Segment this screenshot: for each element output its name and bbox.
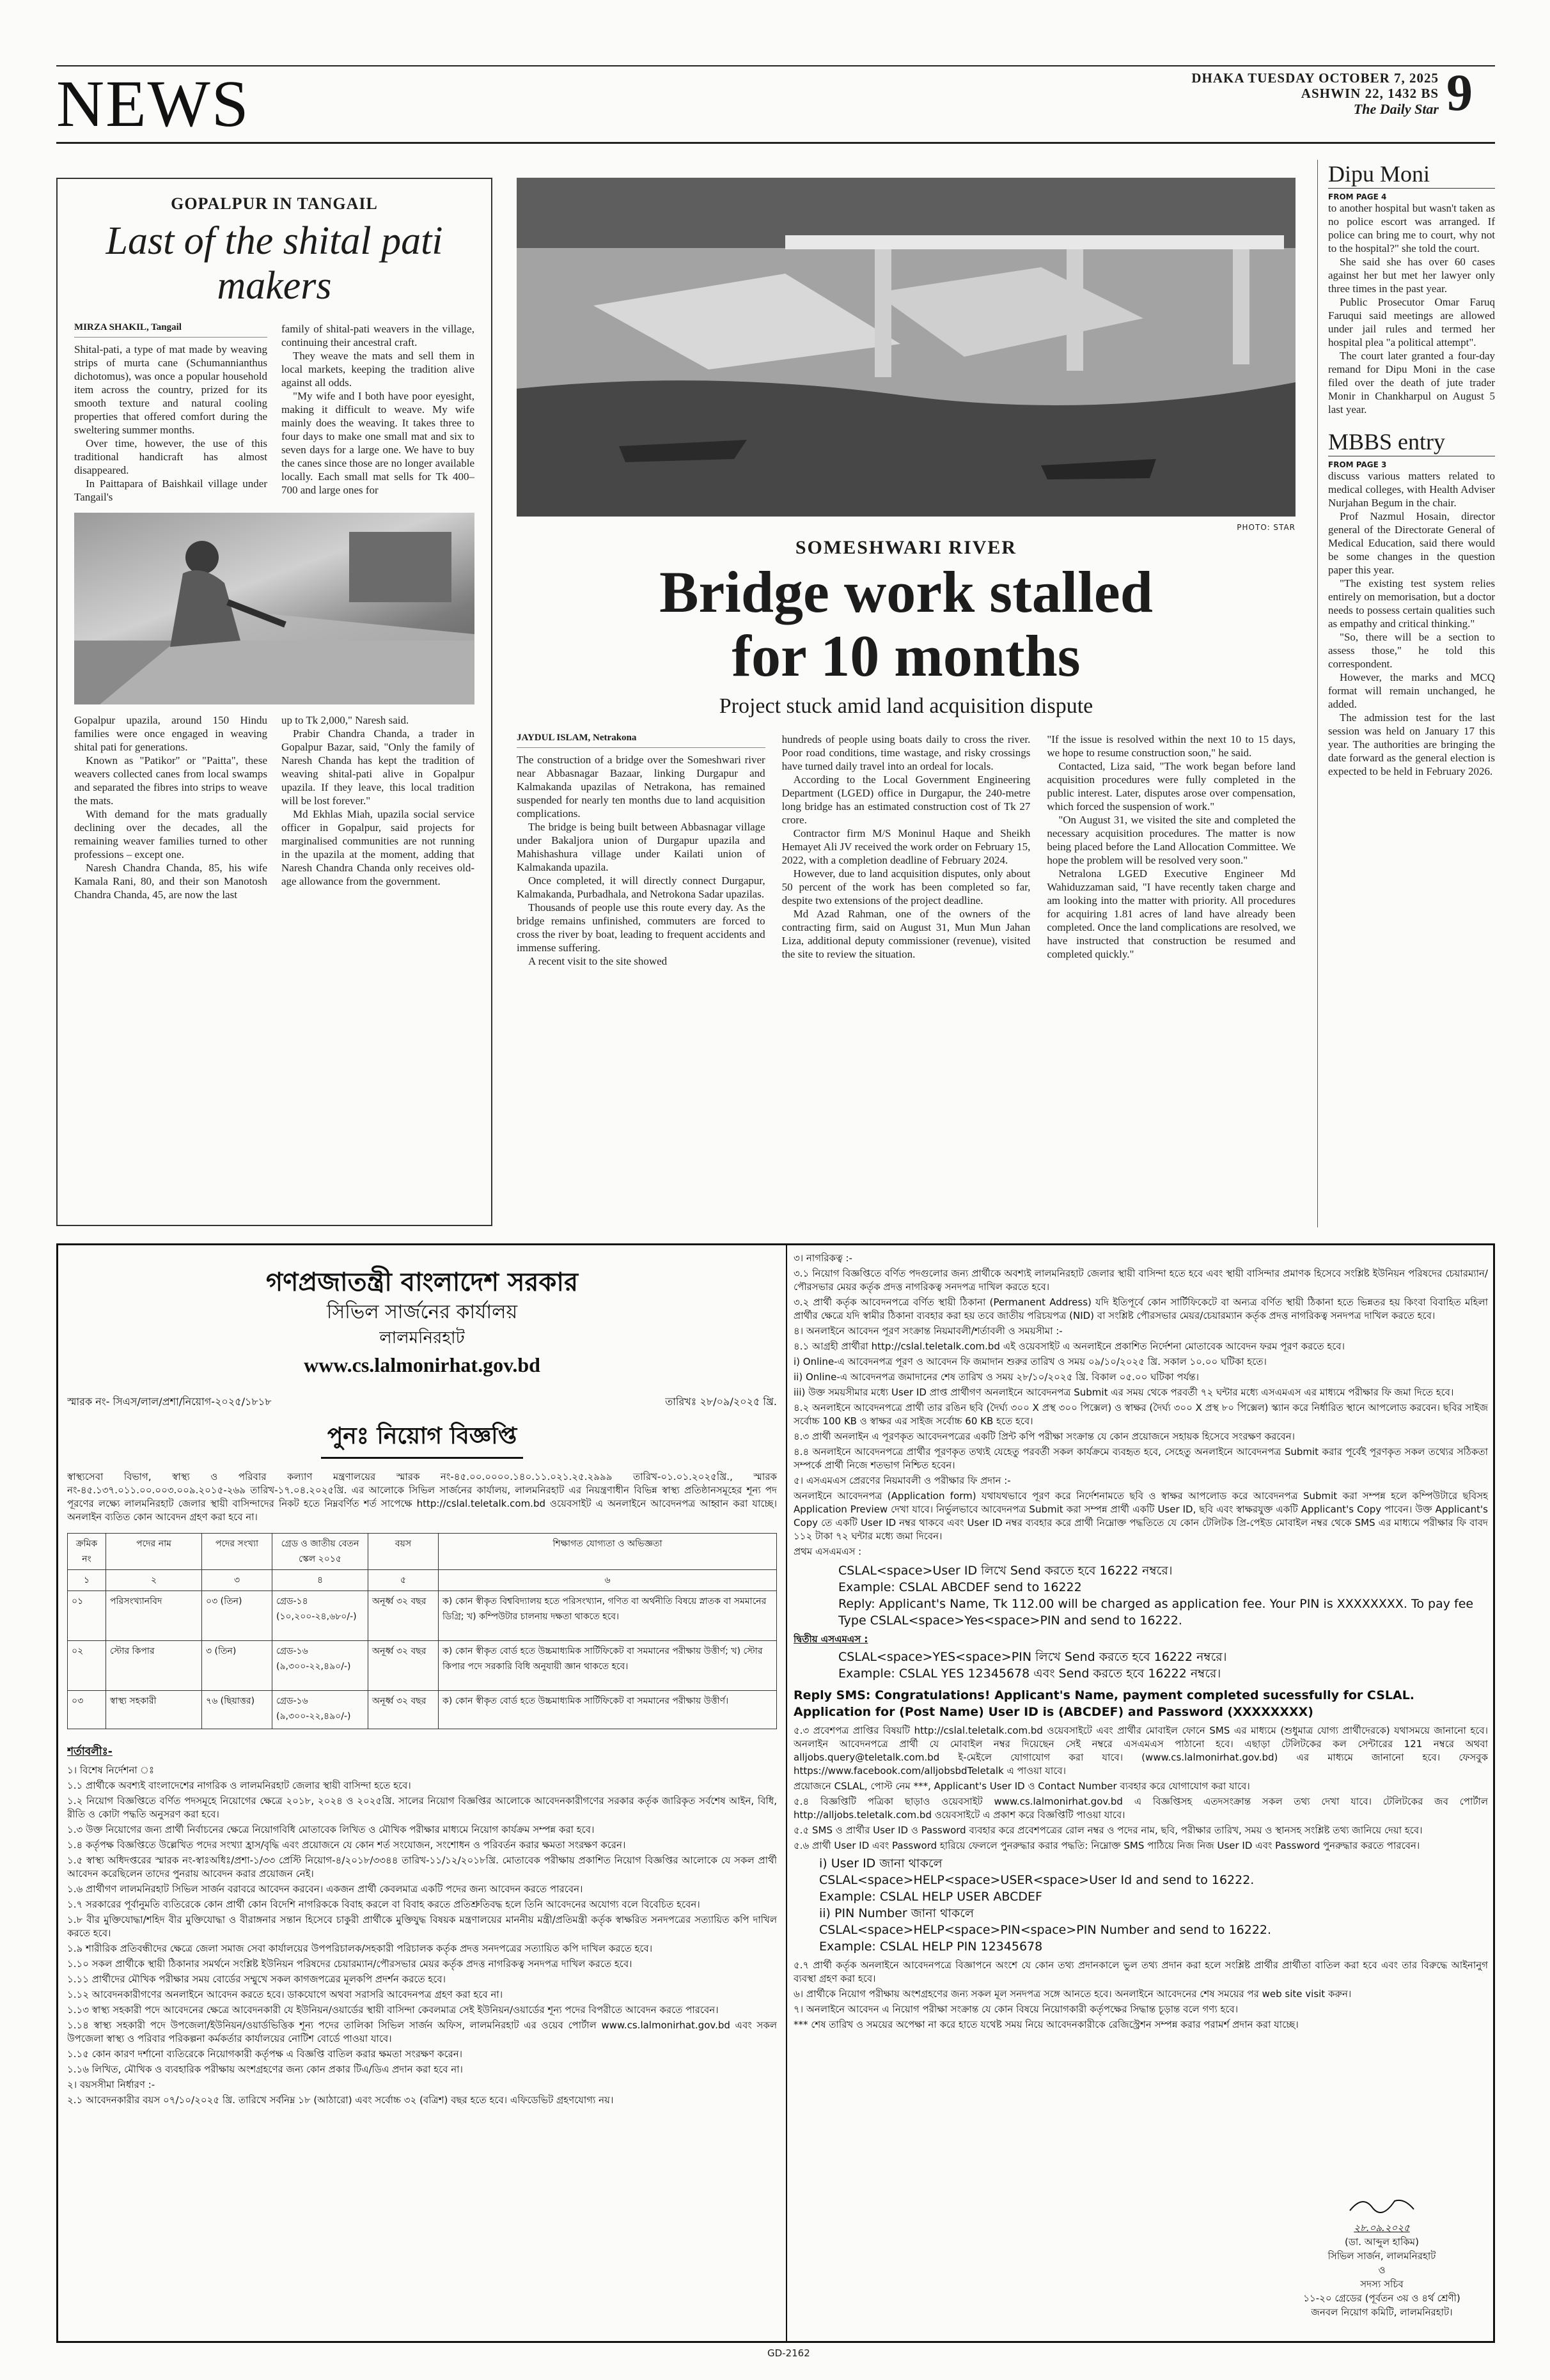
ad-line: ৪.২ অনলাইনে আবেদনপত্রে প্রার্থী তার রঙিন ছবি (দৈর্ঘ্য ৩০০ X প্রস্থ ৩০০ পিক্সেল) ও স্বাক্ষর (দৈর্ঘ্য ৩০০ X প্রস্থ ৮০ পিক্সেল) স্ক্যান করে নির্ধারিত স্থানে আপলোড করবেন। ছবির সাইজ সর্বোচ্চ 100 KB ও স্বাক্ষর এর সাইজ সর্বোচ্চ 60 KB হতে হবে। [794,1402,1488,1427]
ad-line: ১.৮ বীর মুক্তিযোদ্ধা/শহিদ বীর মুক্তিযোদ্ধা ও বীরাঙ্গনার সন্তান হিসেবে চাকুরী প্রার্থীকে মুক্তিযুদ্ধ বিষয়ক মন্ত্রণালয়ের মাননীয় মন্ত্রী/প্রতিমন্ত্রী কর্তৃক স্বাক্ষরিত সনদপত্রের সত্যায়িত কপি দাখিল করতে হবে। [67,1914,777,1939]
story2-col1-text [517,753,765,968]
recruitment-advertisement [56,1243,1495,2343]
paragraph: "My wife and I both have poor eyesight, making it difficult to weave. My wife mainly does the weaving. It takes three to four days to make one small mat and six to seven days for a large one. We have to buy the canes since those are no longer available locally. Each small mat sells for Tk 400–700 and large ones for [281,390,474,496]
ad-line: ৩.১ নিয়োগ বিজ্ঞপ্তিতে বর্ণিত পদগুলোর জন্য প্রার্থীকে অবশ্যই লালমনিরহাট জেলার স্থায়ী বাসিন্দা হতে হবে এবং স্থায়ী বাসিন্দার প্রমাণক হিসেবে সংশ্লিষ্ট ইউনিয়ন পরিষদের চেয়ারম্যান/পৌরসভার মেয়র কর্তৃক প্রদত্ত নাগরিকত্ব সনদপত্র দাখিল করতে হবে। [794,1268,1488,1293]
story2-headline-1: Bridge work stalled [659,559,1153,625]
dateline: DHAKA TUESDAY OCTOBER 7, 2025 [1191,70,1439,86]
paragraph: The admission test for the last session was held on January 17 this year. The authorities are bringing the date forward as the general election is expected to be held in February 2026. [1328,712,1495,777]
ad-government: গণপ্রজাতন্ত্রী বাংলাদেশ সরকার [266,1268,578,1297]
story-shital-pati [56,178,492,1226]
ad-line: Example: CSLAL ABCDEF send to 16222 [838,1580,1082,1594]
paragraph: "The existing test system relies entirely on memorisation, but a doctor needs to possess certain qualities such as empathy and critical thinking." [1328,577,1495,630]
ad-divider [786,1245,787,2343]
table-cell: ৭৬ (ছিয়াত্তর) [202,1691,272,1729]
ad-title: পুনঃ নিয়োগ বিজ্ঞপ্তি [321,1419,523,1459]
paragraph: A recent visit to the site showed [528,955,668,967]
table-cell: ক) কোন স্বীকৃত বোর্ড হতে উচ্চমাধ্যমিক সার্টিফিকেট বা সমমানের পরীক্ষায় উত্তীর্ণ; খ) স্টোর কিপার পদে সরকারি বিধি অনুযায়ী জ্ঞান থাকতে হবে। [439,1641,777,1691]
masthead-top-rule [56,65,1495,66]
second-sms-heading: দ্বিতীয় এসএমএস : [794,1633,868,1645]
ad-line: *** শেষ তারিখ ও সময়ের অপেক্ষা না করে হাতে যথেষ্ট সময় নিয়ে আবেদনকারীকে রেজিস্ট্রেশন সম্পন্ন করার পরামর্শ প্রদান করা যাচ্ছে। [794,2019,1299,2030]
page-number: 9 [1446,63,1473,121]
ad-line: অনলাইনে আবেদনপত্র (Application form) যথাযথভাবে পূরণ করে নির্দেশনামতে ছবি ও স্বাক্ষর আপলোড করে আবেদনপত্র Submit করা সম্পন্ন হলে কম্পিউটারে ছবিসহ Application Preview দেখা যাবে। নির্ভুলভাবে আবেদনপত্র Submit করা সম্পন্ন প্রার্থী একটি User ID, ছবি এবং স্বাক্ষরযুক্ত একটি Applicant's Copy পাবেন। উক্ত Applicant's Copy তে একটি User ID নম্বর থাকবে এবং User ID নম্বর ব্যবহার করে প্রার্থী নিম্নোক্ত পদ্ধতিতে যে কোন টেলিটক প্রি-পেইড মোবাইল নম্বর থেকে SMS এর মাধ্যমে পরীক্ষার ফি বাবদ ১১২ টাকা ৭২ ঘন্টার মধ্যে জমা দিবেন। [794,1490,1488,1542]
ad-line: ১.৪ কর্তৃপক্ষ বিজ্ঞপ্তিতে উল্লেখিত পদের সংখ্যা হ্রাস/বৃদ্ধি এবং প্রয়োজনে যে কোন শর্ত সংযোজন, সংশোধন ও পরিবর্তন করার ক্ষমতা সংরক্ষণ করেন। [67,1839,626,1851]
table-header: ক্রমিক নং [68,1534,106,1570]
dipu-from: FROM PAGE 4 [1328,192,1387,201]
ad-line: CSLAL<space>YES<space>PIN লিখে Send করতে হবে 16222 নম্বরে। [838,1650,1227,1664]
paragraph: hundreds of people using boats daily to cross the river. Poor road conditions, time wastage, and risky crossings have turned daily travel into an ordeal for locals. [781,733,1031,772]
story2-col2 [782,733,1031,968]
table-row [68,1691,777,1729]
weaver-photo [74,513,474,704]
ad-line: ৫.৩ প্রবেশপত্র প্রাপ্তির বিষয়টি http://cslal.teletalk.com.bd ওয়েবসাইটে এবং প্রার্থীর মোবাইল ফোনে SMS এর মাধ্যমে (শুধুমাত্র যোগ্য প্রার্থীদেরকে) যথাসময়ে জানানো হবে। অনলাইন আবেদনপত্রে প্রার্থী যে মোবাইল নম্বর দিয়েছেন সেই নম্বরে এসএমএস পাঠানো হবে। এছাড়া টেলিটকের কল সেন্টারের 121 নম্বরে অথবা alljobs.query@teletalk.com.bd ই-মেইলে যোগাযোগ করা যাবে। (www.cs.lalmonirhat.gov.bd) এর মাধ্যমে জানানো হবে। ফেসবুক https://www.facebook.com/alljobsbdTeletalk এ পাওয়া যাবে। [794,1725,1488,1777]
section-title: NEWS [56,67,250,141]
story2-kicker: SOMESHWARI RIVER [795,537,1017,558]
paragraph: discuss various matters related to medical colleges, with Health Adviser Nurjahan Begum in the chair. [1328,470,1495,509]
ad-line: প্রয়োজনে CSLAL, পোস্ট নেম ***, Applicant's User ID ও Contact Number ব্যবহার করে যোগাযোগ করা যাবে। [794,1780,1250,1792]
ad-line: ৫.৫ SMS ও প্রার্থীর User ID ও Password ব্যবহার করে প্রবেশপত্রের রোল নম্বর ও পদের নাম, ছবি, পরীক্ষার তারিখ, সময় ও স্থানসহ সংশ্লিষ্ট তথ্য জানিয়ে দেয়া হবে। [794,1824,1423,1836]
ad-line: ৫.৬ প্রার্থী User ID এবং Password হারিয়ে ফেললে পুনরুদ্ধার করার পদ্ধতি: নিম্নোক্ত SMS পাঠিয়ে নিজ নিজ User ID এবং Password পুনরুদ্ধার করতে পারবেন। [794,1840,1420,1851]
ad-line: ১.৯ শারীরিক প্রতিবন্ধীদের ক্ষেত্রে জেলা সমাজ সেবা কার্যালয়ের উপপরিচালক/সহকারী পরিচালক কর্তৃক প্রদত্ত সনদপত্রের সত্যায়িত কপি দাখিল করতে হবে। [67,1943,653,1954]
table-number-row [68,1570,777,1591]
ad-right [794,1252,1488,2338]
ad-line: ii) Online-এ আবেদনপত্র জমাদানের শেষ তারিখ ও সময় ২৮/১০/২০২৫ খ্রি. বিকাল ০৫.০০ ঘটিকা পর্যন্ত। [794,1371,1199,1383]
story-bridge [517,178,1296,1226]
story1-headline: Last of the shital pati makers [106,219,443,307]
ad-line: ৪। অনলাইনে আবেদন পূরণ সংক্রান্ত নিয়মাবলী/শর্তাবলী ও সময়সীমা :- [794,1325,1063,1337]
table-cell: ৪ [272,1570,368,1591]
table-cell: স্টোর কিপার [106,1641,202,1691]
ad-memo-row [67,1394,777,1411]
ad-line: ৪.১ আগ্রহী প্রার্থীরা http://cslal.teletalk.com.bd এই ওয়েবসাইট এ অনলাইনে প্রকাশিত নির্দেশনা মোতাবেক আবেদন ফরম পূরণ করতে হবে। [794,1341,1345,1352]
ad-line: ১। বিশেষ নির্দেশনা ঃ [67,1764,154,1776]
ad-line: Application for (Post Name) User ID is (ABCDEF) and Password (XXXXXXXX) [794,1705,1313,1719]
ad-line: ১.১৬ লিখিত, মৌখিক ও ব্যবহারিক পরীক্ষায় অংশগ্রহণের জন্য কোন প্রকার টিএ/ডিএ প্রদান করা হবে না। [67,2064,463,2075]
story2-headline-2: for 10 months [732,623,1081,688]
ad-memo: স্মারক নং- সিএস/লাল/প্রশা/নিয়োগ-২০২৫/১৮১৮ [67,1396,272,1408]
table-row [68,1591,777,1641]
signature-title: সদস্য সচিব [1360,2278,1404,2290]
second-sms-block [838,1649,1488,1682]
paragraph: Netralona LGED Executive Engineer Md Wahiduzzaman said, "I have recently taken charge and am looking into the matter with priority. All procedures for acquiring 1.81 acres of land have already been completed. Once the land complications are resolved, we have instructed that construction be resumed and completed quickly." [1047,867,1296,960]
paragraph: Public Prosecutor Omar Faruq Faruqui said meetings are allowed under jail rules and termed her hospital plea "a political attempt". [1328,296,1495,348]
table-cell: ০৩ (তিন) [202,1591,272,1641]
paper-name: The Daily Star [1353,101,1439,117]
paragraph: Shital-pati, a type of mat made by weaving strips of murta cane (Schumannianthus dichotomus), was once a popular household item across the country, prized for its smooth texture and natural cooling properties that offered comfort during the sweltering summer months. [74,343,267,436]
table-cell: ৩ [202,1570,272,1591]
ad-line: ১.১২ আবেদনকারীগণের অনলাইনে আবেদন করতে হবে। ডাকযোগে অথবা সরাসরি আবেদনপত্র গ্রহণ করা হবে না। [67,1989,503,2000]
signature-name: (ডা. আব্দুল হাকিম) [1345,2236,1419,2248]
table-cell: গ্রেড-১৪ (১০,২০০-২৪,৬৮০/-) [272,1591,368,1641]
paragraph: Naresh Chandra Chanda, 85, his wife Kamala Rani, 80, and their son Manotosh Chandra Chanda, 45, are now the last [74,862,267,901]
paragraph: The bridge is being built between Abbasnagar village under Bakaljora union of Durgapur upazila and Mahishashura village under Kailati union of Kalmakanda upazila. [517,821,765,873]
table-cell: ০৩ [68,1691,106,1729]
paragraph: up to Tk 2,000," Naresh said. [281,714,409,726]
table-cell: ক) কোন স্বীকৃত বিশ্ববিদ্যালয় হতে পরিসংখ্যান, গণিত বা অর্থনীতি বিষয়ে স্নাতক বা সমমানের ডিগ্রি; খ) কম্পিউটার চালনায় দক্ষতা থাকতে হবে। [439,1591,777,1641]
table-header-row [68,1534,777,1570]
story1-byline: MIRZA SHAKIL, Tangail [74,322,267,338]
signature-date: ২৮.০৯.২০২৫ [1354,2222,1410,2234]
ad-line: ৪.৪ অনলাইনে আবেদনপত্রে প্রার্থীর পূরণকৃত তথ্যই যেহেতু পরবর্তী সকল কার্যক্রমে ব্যবহৃত হবে, সেহেতু অনলাইনে আবেদনপত্র Submit করার পূর্বেই পূরণকৃত সকল তথ্যের সঠিকতা সম্পর্কে প্রার্থী নিজে শতভাগ নিশ্চিত হবেন। [794,1446,1488,1471]
table-cell: ২ [106,1570,202,1591]
paragraph: Prabir Chandra Chanda, a trader in Gopalpur Bazar, said, "Only the family of Naresh Chanda has kept the tradition of weaving shital-pati alive in Gopalpur upazila. If they leave, this local tradition will be lost forever." [281,727,474,807]
story1-col2 [281,322,474,504]
story2-columns [517,733,1296,968]
table-cell: গ্রেড-১৬ (৯,৩০০-২২,৪৯০/-) [272,1691,368,1729]
paragraph: According to the Local Government Engineering Department (LGED) office in Durgapur, the 240-metre long bridge has an estimated construction cost of Tk 27 crore. [781,774,1031,826]
story2-col3 [1047,733,1296,968]
bridge-photo [517,178,1296,517]
table-header: শিক্ষাগত যোগ্যতা ও অভিজ্ঞতা [439,1534,777,1570]
ad-line: i) User ID জানা থাকলে [819,1856,943,1871]
table-header: পদের নাম [106,1534,202,1570]
ad-line: CSLAL<space>HELP<space>PIN<space>PIN Number and send to 16222. [819,1923,1272,1937]
paragraph: However, the marks and MCQ format will remain unchanged, he added. [1328,671,1495,710]
ad-line: ৩.২ প্রার্থী কর্তৃক আবেদনপত্রে বর্ণিত স্থায়ী ঠিকানা (Permanent Address) যদি ইতিপূর্বে কোন সার্টিফিকেটে বা অন্যত্র বর্ণিত স্থায়ী ঠিকানা হতে ভিন্নতর হয় কিংবা বিবাহিত মহিলা প্রার্থীর ক্ষেত্রে যদি স্বামীর ঠিকানা ব্যবহার করা হয় তবে জাতীয় পরিচয়পত্র (NID) বা সংশ্লিষ্ট পৌরসভার মেয়র/চেয়ারম্যান কর্তৃক প্রদত্ত নাগরিকত্ব সনদপত্র দাখিল করতে হবে। [794,1296,1488,1321]
terms-list [67,1764,777,2107]
signature-title: জনবল নিয়োগ কমিটি, লালমনিরহাট। [1311,2306,1453,2318]
ad-line: Reply SMS: Congratulations! Applicant's Name, payment completed sucessfully for CSLAL. [794,1688,1415,1702]
ad-line: ৪.৩ প্রার্থী অনলাইন এ পূরণকৃত আবেদনপত্রের একটি প্রিন্ট কপি পরীক্ষা সংক্রান্ত যে কোন প্রয়োজনে সহায়ক হিসেবে সংরক্ষণ করবেন। [794,1431,1296,1442]
ad-line: ১.৩ উক্ত নিয়োগের জন্য প্রার্থী নির্বাচনের ক্ষেত্রে নিয়োগবিধি মোতাবেক লিখিত ও মৌখিক পরীক্ষার মাধ্যমে নিয়োগ কার্যক্রম সম্পন্ন করা হবে। [67,1824,595,1835]
table-cell: ৬ [439,1570,777,1591]
signature-title: ১১-২০ গ্রেডের (পূর্বতন ৩য় ও ৪র্থ শ্রেণী) [1303,2292,1460,2304]
table-cell: গ্রেড-১৬ (৯,৩০০-২২,৪৯০/-) [272,1641,368,1691]
story1-col4 [281,713,474,901]
table-header: বয়স [368,1534,439,1570]
ad-line: CSLAL<space>HELP<space>USER<space>User Id and send to 16222. [819,1873,1255,1887]
paragraph: However, due to land acquisition disputes, only about 50 percent of the work has been completed so far, despite two extensions of the project deadline. [781,867,1031,906]
paragraph: They weave the mats and sell them in local markets, keeping the tradition alive against all odds. [281,350,474,389]
story1-lower-columns [74,713,474,901]
first-sms-block [838,1562,1488,1629]
table-cell: ১ [68,1570,106,1591]
ad-line: iii) উক্ত সময়সীমার মধ্যে User ID প্রাপ্ত প্রার্থীগণ অনলাইনে আবেদনপত্র Submit এর সময় থেকে পরবর্তী ৭২ ঘন্টার মধ্যে এসএমএস এর মাধ্যমে পরীক্ষার ফি জমা দিতে হবে। [794,1387,1454,1398]
recovery-block [819,1855,1488,1955]
table-header: পদের সংখ্যা [202,1534,272,1570]
paragraph: family of shital-pati weavers in the village, continuing their ancestral craft. [281,323,474,348]
paragraph: Md Ekhlas Miah, upazila social service officer in Gopalpur, said projects for marginalised communities are not running in the upazila at the moment, adding that Naresh Chandra Chanda only receives old-age allowance from the government. [281,808,474,887]
subdate: ASHWIN 22, 1432 BS [1301,86,1439,101]
table-cell: ৫ [368,1570,439,1591]
paragraph: to another hospital but wasn't taken as no police escort was arranged. If police can bring me to court, why not to the hospital?" she told the court. [1328,202,1495,254]
ad-district: লালমনিরহাট [379,1328,465,1348]
ad-line: ৫.৭ প্রার্থী কর্তৃক অনলাইনে আবেদনপত্রে বিজ্ঞাপনে অংশে যে কোন তথ্য প্রদানকালে ভুল তথ্য প্রদান করা হলে সংশ্লিষ্ট প্রার্থীর প্রার্থীতা বাতিল করা হবে এবং তার বিরুদ্ধে আইনানুগ ব্যবস্থা গ্রহণ করা হবে। [794,1959,1488,1984]
ad-title-wrap [67,1419,777,1459]
paragraph: "On August 31, we visited the site and completed the necessary acquisition procedures. The matter is now being placed before the Land Allocation Committee. We hope the problem will be resolved very soon." [1047,814,1296,866]
vacancy-table [67,1533,777,1729]
ad-website: www.cs.lalmonirhat.gov.bd [304,1353,540,1376]
ad-left [67,1254,777,2335]
ad-line: ২। বয়সসীমা নির্ধারণ :- [67,2079,155,2090]
signature-title: সিভিল সার্জন, লালমনিরহাট [1327,2250,1436,2262]
ad-line: ১.১১ প্রার্থীদের মৌখিক পরীক্ষার সময় বোর্ডের সম্মুখে সকল কাগজপত্রের মূলকপি প্রদর্শন করতে হবে। [67,1973,446,1985]
ad-line: ১.৫ স্বাস্থ্য অধিদপ্তরের স্মারক নং-স্বাঃঅধিঃ/প্রশা-১/৩৩ প্রেস্টি নিয়োগ-৪/২০১৮/৩৩৪৪ তারিখ-১১/১২/২০১৮খ্রি. মোতাবেক পরীক্ষায় প্রকাশিত নিয়োগ বিজ্ঞপ্তির আলোকে যে সকল প্রার্থী আবেদন করেছিলেন তাদের পুনরায় আবেদন করার প্রয়োজন নেই। [67,1855,777,1879]
photo-credit: PHOTO: STAR [1237,523,1296,532]
ad-intro: স্বাস্থ্যসেবা বিভাগ, স্বাস্থ্য ও পরিবার কল্যাণ মন্ত্রণালয়ের স্মারক নং-৪৫.০০.০০০০.১৪০.১১.০২১.২৫.২৯৯৯ তারিখ-০১.০১.২০২৫খ্রি., স্মারক নং-৪৫.১৩৭.০১১.০০.০০৩.০০৯.২০১৫-২৬৯ তারিখ-১৭.০৪.২০২৫খ্রি. এর আলোকে সিভিল সার্জনের কার্যালয়, লালমনিরহাট এর নিয়ন্ত্রণাধীন বিভিন্ন স্বাস্থ্য প্রতিষ্ঠানসমূহের শূন্য পদ পূরণের লক্ষ্যে লালমনিরহাট জেলার স্থায়ী বাসিন্দাদের নিকট হতে নিম্নবর্ণিত শর্ত সাপেক্ষে http://cslal.teletalk.com.bd ওয়েবসাইট এ অনলাইনে আবেদনপত্র আহ্বান করা যাচ্ছে। অনলাইন ব্যতিত কোন আবেদন গ্রহণ করা হবে না। [67,1471,777,1523]
paragraph: She said she has over 60 cases against her but met her lawyer only three times in the past year. [1328,256,1495,295]
ad-line: ১.৭ সরকারের পূর্বানুমতি ব্যতিরেকে কোন প্রার্থী কোন বিদেশি নাগরিককে বিবাহ করলে বা বিবাহ করতে প্রতিশ্রুতিবদ্ধ হলে তিনি আবেদনের অযোগ্য বলে বিবেচিত হবেন। [67,1899,700,1910]
ad-line: Example: CSLAL HELP USER ABCDEF [819,1890,1042,1904]
ad-right-top [794,1252,1488,1559]
story1-col3 [74,713,267,901]
ad-line: ii) PIN Number জানা থাকলে [819,1906,974,1920]
paragraph: Once completed, it will directly connect Durgapur, Kalmakanda, Purbadhala, and Netrokona Sadar upazilas. [517,875,765,900]
ad-line: ২.১ আবেদনকারীর বয়স ০৭/১০/২০২৫ খ্রি. তারিখে সর্বনিম্ন ১৮ (আঠারো) এবং সর্বোচ্চ ৩২ (বত্রিশ) বছর হতে হবে। এফিডেভিট গ্রহণযোগ্য নয়। [67,2094,614,2106]
bridge-illustration [517,178,1296,517]
table-cell: অনূর্ধ্ব ৩২ বছর [368,1591,439,1641]
weaver-illustration [74,513,474,704]
terms-heading: শর্তাবলীঃ- [67,1745,113,1758]
paragraph: Thousands of people use this route every day. As the bridge remains unfinished, commuters are forced to cross the river by boat, leading to frequent accidents and immense suffering. [517,901,765,954]
paragraph: Md Azad Rahman, one of the owners of the contracting firm, said on August 31, Mun Mun Jahan Liza, additional deputy commissioner (revenue), visited the site to review the situation. [781,908,1031,960]
table-cell: ০১ [68,1591,106,1641]
masthead [0,0,1550,147]
masthead-bottom-rule [56,142,1495,144]
ad-line: ১.১৫ কোন কারণ দর্শানো ব্যতিরেকে নিয়োগকারী কর্তৃপক্ষ এ বিজ্ঞপ্তি বাতিল করার ক্ষমতা সংরক্ষণ করেন। [67,2048,463,2060]
dipu-heading: Dipu Moni [1328,160,1495,189]
ad-line: i) Online-এ আবেদনপত্র পূরণ ও আবেদন ফি জমাদান শুরুর তারিখ ও সময় ০৯/১০/২০২৫ খ্রি. সকাল ১০.০০ ঘটিকা হতে। [794,1356,1267,1367]
paragraph: With demand for the mats gradually declining over the decades, all the remaining weaver families turned to other professions – except one. [74,808,267,860]
ad-line: ১.১ প্রার্থীকে অবশ্যই বাংলাদেশের নাগরিক ও লালমনিরহাট জেলার স্থায়ী বাসিন্দা হতে হবে। [67,1780,411,1791]
ad-line: ৫.৪ বিজ্ঞপ্তিটি পত্রিকা ছাড়াও ওয়েবসাইট www.cs.lalmonirhat.gov.bd এ বিজ্ঞপ্তিসহ এতদসংক্রান্ত সকল তথ্য দেখা যাবে। টেলিটকের জব পোর্টাল http://alljobs.teletalk.com.bd ওয়েবসাইটে এ প্রকাশ করে বিজ্ঞপ্তিটি পাওয়া যাবে। [794,1796,1488,1821]
ad-line: CSLAL<space>User ID লিখে Send করতে হবে 16222 নম্বরে। [838,1564,1173,1578]
paragraph: "So, there will be a section to assess those," he told this correspondent. [1328,631,1495,670]
table-cell: ০২ [68,1641,106,1691]
mbbs-from: FROM PAGE 3 [1328,460,1387,469]
ad-line: Example: CSLAL YES 12345678 এবং Send করতে হবে 16222 নম্বরে। [838,1667,1221,1681]
paragraph: Contractor firm M/S Moninul Haque and Sheikh Hemayet Ali JV received the work order on February 15, 2022, with a completion deadline of February 2024. [781,827,1031,866]
table-cell: পরিসংখ্যানবিদ [106,1591,202,1641]
paragraph: The construction of a bridge over the Someshwari river near Abbasnagar Bazaar, linking Durgapur and Kalmakanda upazilas of Netrakona, has remained suspended for nearly ten months due to land acquisition complications. [517,754,765,820]
ad-right-mid [794,1724,1488,1853]
table-header: গ্রেড ও জাতীয় বেতন স্কেল ২০১৫ [272,1534,368,1570]
ad-line: ১.১৪ স্বাস্থ্য সহকারী পদে উপজেলা/ইউনিয়ন/ওয়ার্ডভিত্তিক শূন্য পদের তালিকা সিভিল সার্জন অফিস, লালমনিরহাট এর ওয়েব পোর্টাল www.cs.lalmonirhat.gov.bd এবং সকল উপজেলা স্বাস্থ্য ও পরিবার পরিকল্পনা কর্মকর্তার কার্যালয়ের নোটিশ বোর্ডে পাওয়া যাবে। [67,2019,777,2044]
story2-byline: JAYDUL ISLAM, Netrakona [517,733,765,748]
signature-block [1280,2191,1484,2319]
ad-line: ৬। প্রার্থীকে নিয়োগ পরীক্ষায় অংশগ্রহণের জন্য সকল মূল সনদপত্র সঙ্গে আনতে হবে। অনলাইনে আবেদনের শেষ সময়ের পর web site visit করুন। [794,1988,1352,2000]
story2-col1 [517,733,765,968]
paragraph: Contacted, Liza said, "The work began before land acquisition procedures were fully completed in the public interest. Later, disputes arose over compensation, which forced the suspension of work." [1047,760,1296,813]
ad-line: ৭। অনলাইনে আবেদন এ নিয়োগ পরীক্ষা সংক্রান্ত যে কোন বিষয়ে নিয়োগকারী কর্তৃপক্ষের সিদ্ধান্ত চূড়ান্ত বলে গণ্য হবে। [794,2003,1239,2015]
table-cell: স্বাস্থ্য সহকারী [106,1691,202,1729]
sidebar [1317,160,1495,1227]
ad-line: প্রথম এসএমএস : [794,1546,862,1557]
table-row [68,1641,777,1691]
ad-line: ১.৬ প্রার্থীগণ লালমনিরহাট সিভিল সার্জন বরাবরে আবেদন করবেন। একজন প্রার্থী কেবলমাত্র একটি পদের জন্য আবেদন করতে পারবেন। [67,1883,583,1895]
ad-office: সিভিল সার্জনের কার্যালয় [326,1301,518,1323]
ad-date: তারিখঃ ২৮/০৯/২০২৫ খ্রি. [665,1396,777,1408]
ad-line: ১.১০ সকল প্রার্থীকে স্থায়ী ঠিকানার সমর্থনে সংশ্লিষ্ট ইউনিয়ন পরিষদের চেয়ারম্যান/পৌরসভার মেয়র কর্তৃক প্রদত্ত নাগরিকত্ব সনদপত্র দাখিল করতে হবে। [67,1958,632,1970]
ad-line: Example: CSLAL HELP PIN 12345678 [819,1940,1043,1954]
story1-col1 [74,322,267,504]
ad-line: Reply: Applicant's Name, Tk 112.00 will be charged as application fee. Your PIN is XXXXXXXX. To pay fee Type CSLAL<space>Yes<space>PIN and send to 16222. [838,1597,1474,1628]
table-cell: অনূর্ধ্ব ৩২ বছর [368,1641,439,1691]
gd-code: GD-2162 [767,2347,810,2359]
story1-col1-text [74,343,267,504]
mbbs-heading: MBBS entry [1328,428,1495,456]
paragraph: Prof Nazmul Hosain, director general of the Directorate General of Medical Education, said there would be some changes in the question paper this year. [1328,510,1495,576]
story1-kicker: GOPALPUR IN TANGAIL [171,194,378,213]
ad-right-bottom [794,1959,1488,2032]
paragraph: "If the issue is resolved within the next 10 to 15 days, we hope to resume construction soon," he said. [1047,733,1296,759]
story2-deck: Project stuck amid land acquisition dispute [719,694,1093,718]
dipu-text [1328,201,1495,416]
story1-upper-columns [74,322,474,504]
table-cell: অনূর্ধ্ব ৩২ বছর [368,1691,439,1729]
paragraph: Gopalpur upazila, around 150 Hindu families were once engaged in weaving shital pati for generations. [74,714,267,753]
signature-mark [1343,2191,1420,2217]
paragraph: In Paittapara of Baishkail village under Tangail's [74,478,267,503]
ad-line: ৫। এসএমএস প্রেরণের নিয়মাবলী ও পরীক্ষার ফি প্রদান :- [794,1475,1011,1486]
paragraph: Known as "Patikor" or "Paitta", these weavers collected canes from local swamps and separated the fibres into strips to weave the mats. [74,754,267,807]
table-cell: ৩ (তিন) [202,1641,272,1691]
ad-line: ১.২ নিয়োগ বিজ্ঞপ্তিতে বর্ণিত পদসমূহে নিয়োগের ক্ষেত্রে ২০১৮, ২০২৪ ও ২০২৫খ্রি. সালের নিয়োগ বিজ্ঞপ্তির আলোকে আবেদনকারীগণের সরকার কর্তৃক জারিকৃত সর্বশেষ আইন, বিধি, রীতি ও কোটা পদ্ধতি অনুসরণ করা হবে। [67,1795,777,1820]
table-cell: ক) কোন স্বীকৃত বোর্ড হতে উচ্চমাধ্যমিক সার্টিফিকেট বা সমমানের পরীক্ষায় উত্তীর্ণ। [439,1691,777,1729]
ad-line: ১.১৩ স্বাস্থ্য সহকারী পদে আবেদনের ক্ষেত্রে আবেদনকারী যে ইউনিয়ন/ওয়ার্ডের স্থায়ী বাসিন্দা কেবলমাত্র সেই ইউনিয়ন/ওয়ার্ডের শূন্য পদের বিপরীতে আবেদন করতে পারবেন। [67,2004,719,2016]
mbbs-text [1328,469,1495,778]
ad-line: ৩। নাগরিকত্ব :- [794,1252,852,1264]
paragraph: Over time, however, the use of this traditional handicraft has almost disappeared. [74,437,267,476]
paragraph: The court later granted a four-day remand for Dipu Moni in the case filed over the death of jute trader Monir in Chankharpul on August 5 last year. [1328,350,1495,416]
reply-sms-block [794,1687,1488,1720]
signature-and: ও [1378,2264,1386,2276]
